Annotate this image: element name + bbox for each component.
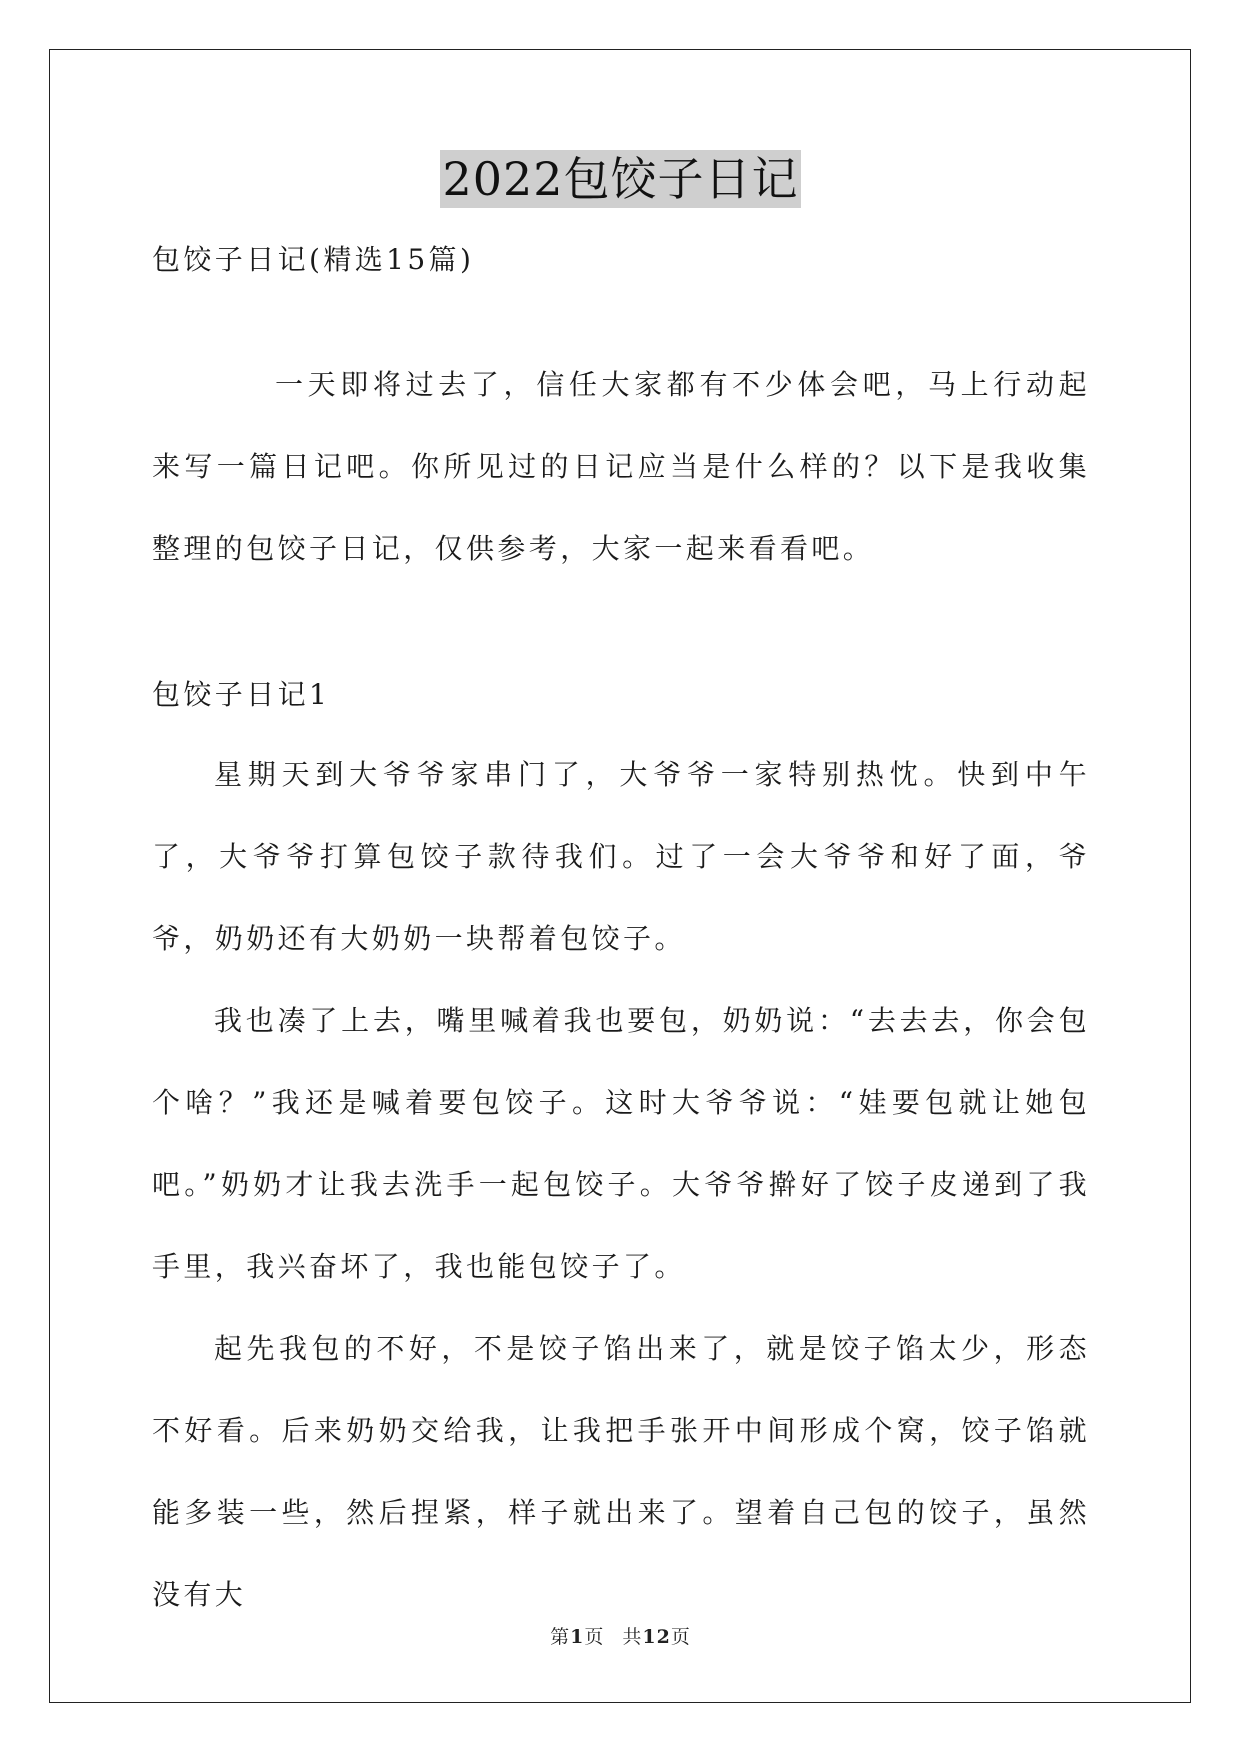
current-page-number: 1	[570, 1626, 585, 1648]
body-paragraph-3: 起先我包的不好，不是饺子馅出来了，就是饺子馅太少，形态不好看。后来奶奶交给我，让我把手张开中间形成个窝，饺子馅就能多装一些，然后捏紧，样子就出来了。望着自己包的饺子，虽然没有大	[152, 1332, 1090, 1611]
intro-paragraph: 一天即将过去了，信任大家都有不少体会吧，马上行动起来写一篇日记吧。你所见过的日记应当是什么样的？以下是我收集整理的包饺子日记，仅供参考，大家一起来看看吧。	[152, 368, 1090, 565]
page-prefix: 第	[550, 1626, 571, 1648]
title-wrap	[0, 150, 1241, 208]
page-footer	[0, 1622, 1241, 1649]
document-title: 2022包饺子日记	[442, 152, 799, 206]
document-subtitle: 包饺子日记(精选15篇)	[152, 243, 475, 276]
body-paragraph-2: 我也凑了上去，嘴里喊着我也要包，奶奶说：“去去去，你会包个啥？”我还是喊着要包饺子。这时大爷爷说：“娃要包就让她包吧。”奶奶才让我去洗手一起包饺子。大爷爷擀好了饺子皮递到了我手里，我兴奋坏了，我也能包饺子了。	[152, 1004, 1090, 1283]
total-pages-number: 12	[642, 1626, 671, 1648]
total-suffix: 页	[670, 1626, 691, 1648]
total-prefix: 共	[622, 1626, 643, 1648]
body-paragraph-1: 星期天到大爷爷家串门了，大爷爷一家特别热忱。快到中午了，大爷爷打算包饺子款待我们。过了一会大爷爷和好了面，爷爷，奶奶还有大奶奶一块帮着包饺子。	[152, 758, 1090, 955]
section-heading: 包饺子日记1	[152, 678, 331, 711]
page-suffix: 页	[584, 1626, 605, 1648]
